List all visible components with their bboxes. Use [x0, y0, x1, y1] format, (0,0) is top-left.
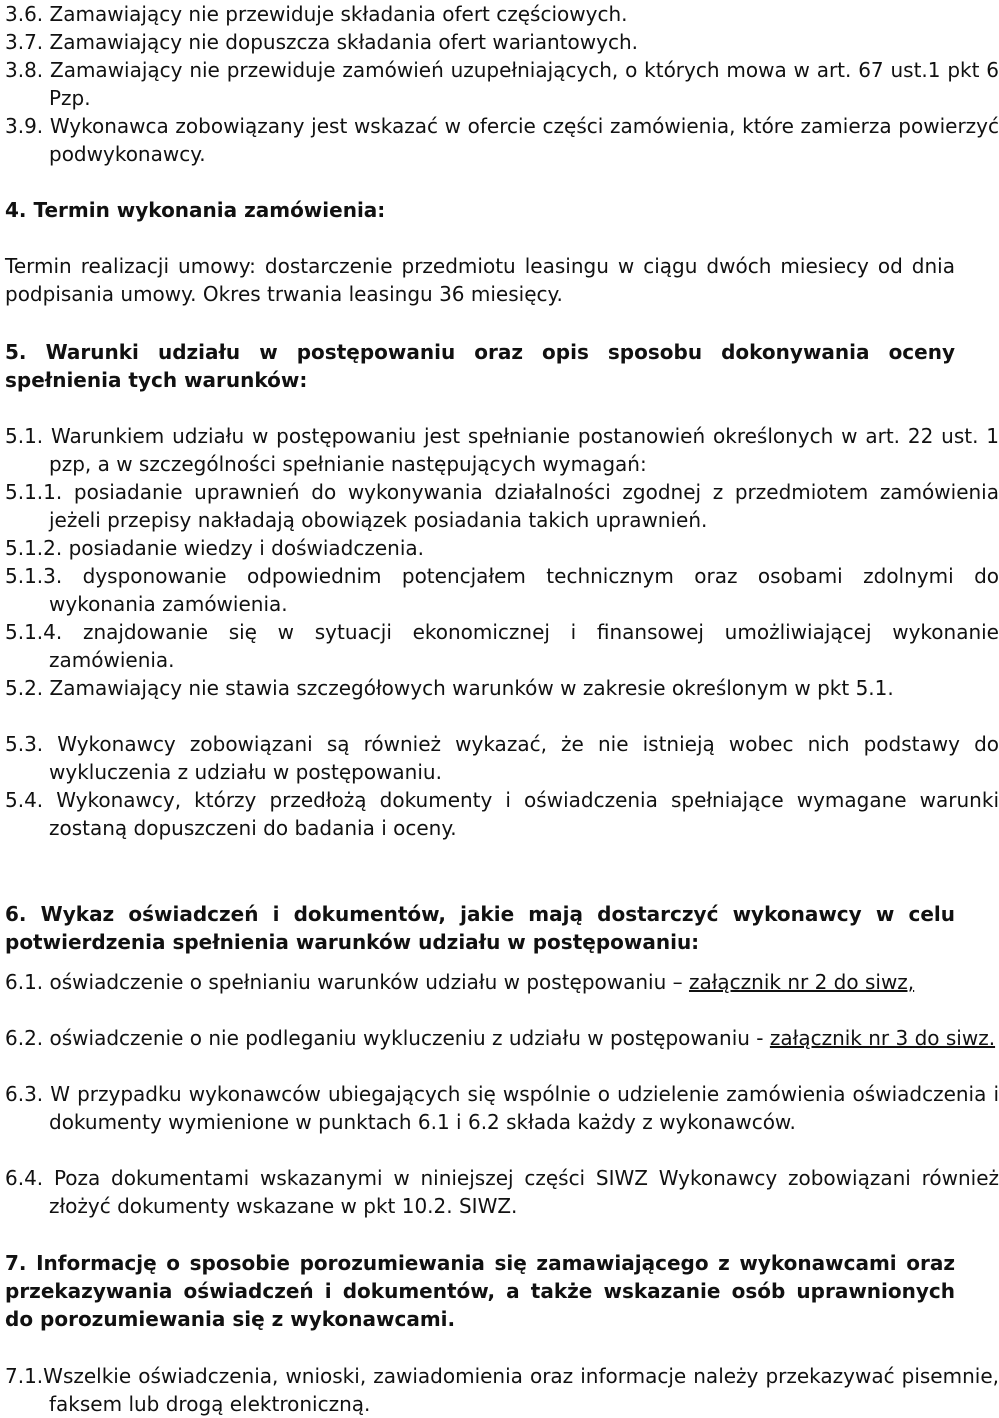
item-6-3: 6.3. W przypadku wykonawców ubiegających się wspólnie o udzielenie zamówienia oświadczenia i dokumenty wymienione w punktach 6.1 i 6.2 składa każdy z wykonawców. [5, 1082, 999, 1134]
attachment-2-link[interactable]: załącznik nr 2 do siwz, [688, 970, 915, 994]
item-7-1: 7.1.Wszelkie oświadczenia, wnioski, zawiadomienia oraz informacje należy przekazywać pisemnie, faksem lub drogą elektroniczną. [5, 1364, 999, 1416]
item-5-1: 5.1. Warunkiem udziału w postępowaniu jest spełnianie postanowień określonych w art. 22 ust. 1 pzp, a w szczególności spełnianie następujących wymagań: [5, 424, 999, 476]
item-3-9: 3.9. Wykonawca zobowiązany jest wskazać w ofercie części zamówienia, które zamierza powierzyć podwykonawcy. [5, 114, 999, 166]
item-5-1-3: 5.1.3. dysponowanie odpowiednim potencjałem technicznym oraz osobami zdolnymi do wykonania zamówienia. [5, 564, 999, 616]
item-6-1: 6.1. oświadczenie o spełnianiu warunków udziału w postępowaniu – załącznik nr 2 do siwz, [5, 970, 915, 994]
attachment-3-link[interactable]: załącznik nr 3 do siwz. [769, 1026, 996, 1050]
section-7-heading: 7. Informację o sposobie porozumiewania się zamawiającego z wykonawcami oraz przekazywania oświadczeń i dokumentów, a także wskazanie osób uprawnionych do porozumiewania się z wykonawcami. [5, 1251, 955, 1331]
item-5-1-4: 5.1.4. znajdowanie się w sytuacji ekonomicznej i finansowej umożliwiającej wykonanie zamówienia. [5, 620, 999, 672]
section-4-text: Termin realizacji umowy: dostarczenie przedmiotu leasingu w ciągu dwóch miesiecy od dnia podpisania umowy. Okres trwania leasingu 36 miesięcy. [5, 254, 955, 306]
item-6-4: 6.4. Poza dokumentami wskazanymi w niniejszej części SIWZ Wykonawcy zobowiązani również złożyć dokumenty wskazane w pkt 10.2. SIWZ. [5, 1166, 999, 1218]
item-5-1-2: 5.1.2. posiadanie wiedzy i doświadczenia. [5, 536, 424, 560]
item-5-4: 5.4. Wykonawcy, którzy przedłożą dokumenty i oświadczenia spełniające wymagane warunki zostaną dopuszczeni do badania i oceny. [5, 788, 999, 840]
item-3-7: 3.7. Zamawiający nie dopuszcza składania ofert wariantowych. [5, 30, 638, 54]
item-3-6: 3.6. Zamawiający nie przewiduje składania ofert częściowych. [5, 2, 628, 26]
section-5-heading: 5. Warunki udziału w postępowaniu oraz opis sposobu dokonywania oceny spełnienia tych warunków: [5, 340, 955, 392]
item-5-1-1: 5.1.1. posiadanie uprawnień do wykonywania działalności zgodnej z przedmiotem zamówienia jeżeli przepisy nakładają obowiązek posiadania takich uprawnień. [5, 480, 999, 532]
item-3-8: 3.8. Zamawiający nie przewiduje zamówień uzupełniających, o których mowa w art. 67 ust.1 pkt 6 Pzp. [5, 58, 999, 110]
item-5-2: 5.2. Zamawiający nie stawia szczegółowych warunków w zakresie określonym w pkt 5.1. [5, 676, 894, 700]
section-6-heading: 6. Wykaz oświadczeń i dokumentów, jakie mają dostarczyć wykonawcy w celu potwierdzenia spełnienia warunków udziału w postępowaniu: [5, 902, 955, 954]
item-6-2: 6.2. oświadczenie o nie podleganiu wykluczeniu z udziału w postępowaniu - załącznik nr 3 do siwz. [5, 1026, 996, 1050]
item-5-3: 5.3. Wykonawcy zobowiązani są również wykazać, że nie istnieją wobec nich podstawy do wykluczenia z udziału w postępowaniu. [5, 732, 999, 784]
section-4-heading: 4. Termin wykonania zamówienia: [5, 198, 386, 222]
